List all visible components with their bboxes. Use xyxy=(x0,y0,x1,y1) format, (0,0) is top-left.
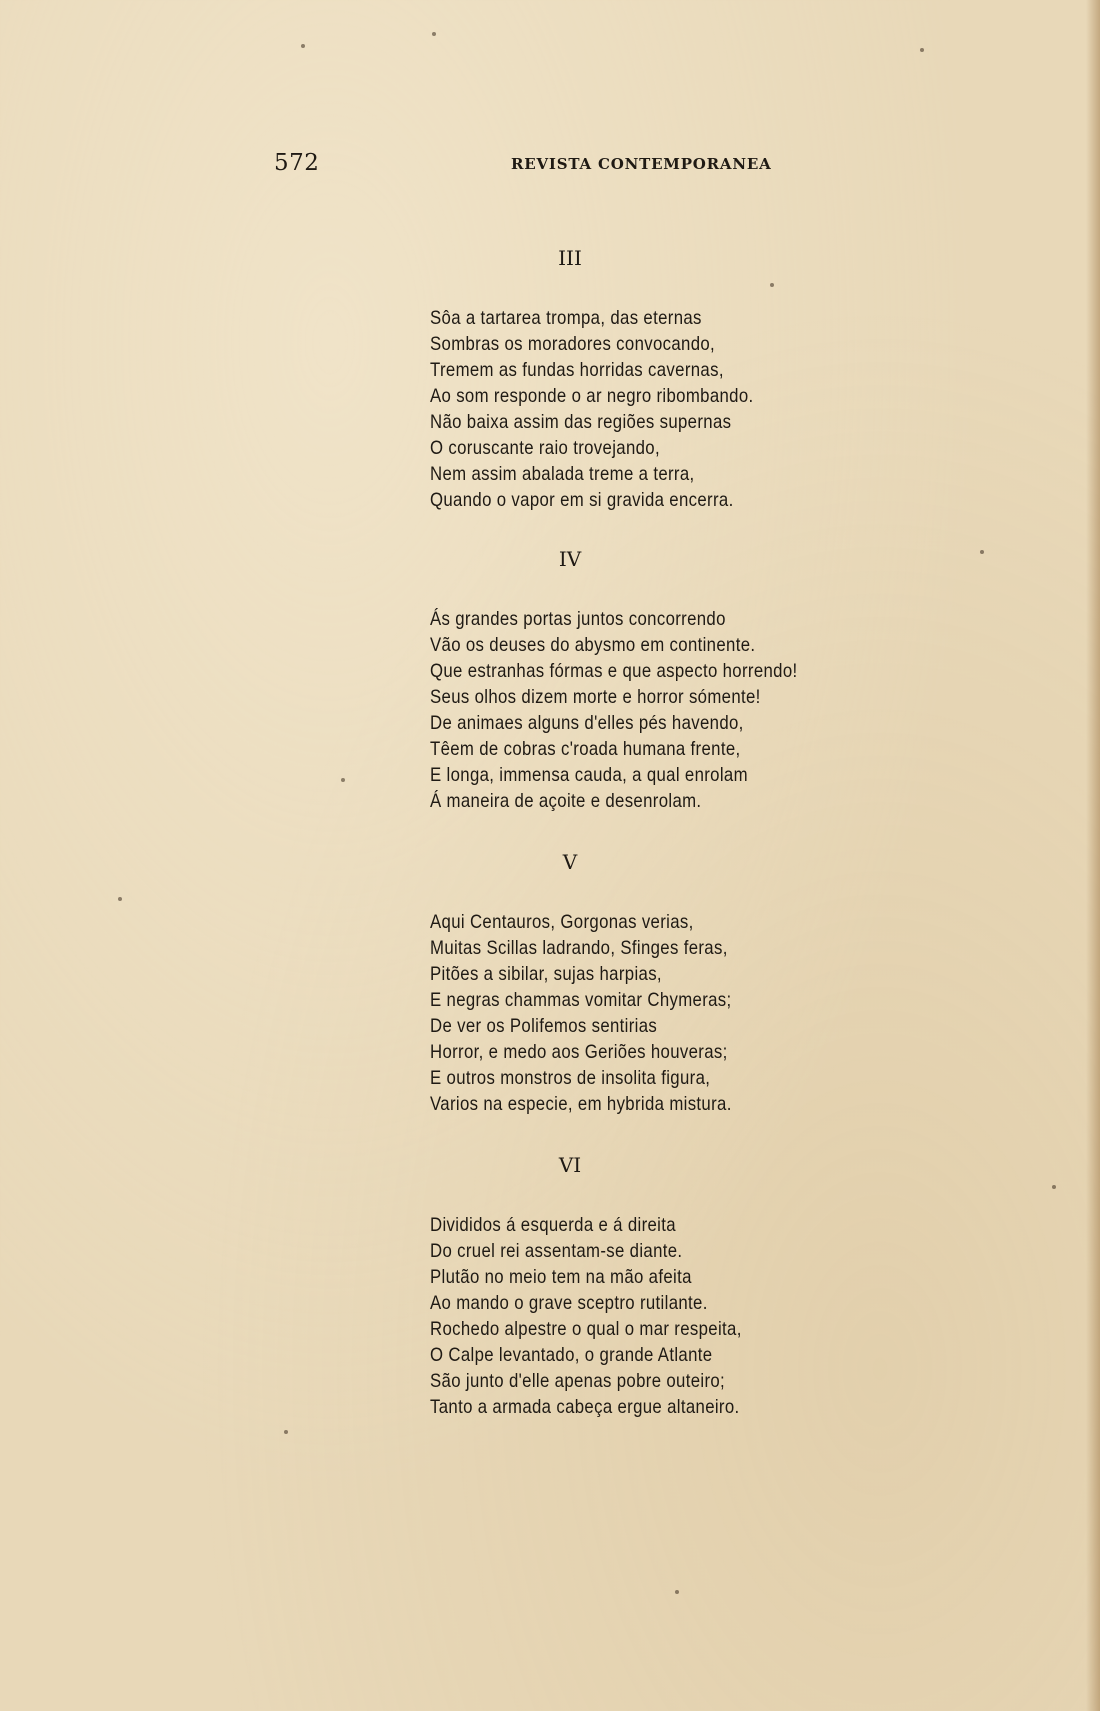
verse-line: E longa, immensa cauda, a qual enrolam xyxy=(430,764,748,786)
verse-line: Que estranhas fórmas e que aspecto horrendo! xyxy=(430,660,798,682)
verse-line: Quando o vapor em si gravida encerra. xyxy=(430,489,734,511)
verse-line: Divididos á esquerda e á direita xyxy=(430,1214,676,1236)
paper-speck xyxy=(301,44,305,48)
verse-line: Á maneira de açoite e desenrolam. xyxy=(430,790,702,812)
stanza xyxy=(430,606,912,814)
verse-line: Sôa a tartarea trompa, das eternas xyxy=(430,307,702,329)
verse-line: Rochedo alpestre o qual o mar respeita, xyxy=(430,1318,742,1340)
verse-line: Plutão no meio tem na mão afeita xyxy=(430,1266,692,1288)
verse-line: E negras chammas vomitar Chymeras; xyxy=(430,989,732,1011)
verse-line: De ver os Polifemos sentirias xyxy=(430,1015,658,1037)
verse-line: Muitas Scillas ladrando, Sfinges feras, xyxy=(430,937,728,959)
verse-line: Horror, e medo aos Geriões houveras; xyxy=(430,1041,728,1063)
verse-line: Ao som responde o ar negro ribombando. xyxy=(430,385,754,407)
page-header xyxy=(0,150,1100,180)
verse-line: O coruscante raio trovejando, xyxy=(430,437,660,459)
paper-speck xyxy=(341,778,345,782)
verse-line: Varios na especie, em hybrida mistura. xyxy=(430,1093,732,1115)
stanza-number: III xyxy=(558,246,582,270)
paper-speck xyxy=(432,32,436,36)
verse-line: Vão os deuses do abysmo em continente. xyxy=(430,634,756,656)
verse-line: Aqui Centauros, Gorgonas verias, xyxy=(430,911,694,933)
stanza xyxy=(430,909,912,1117)
verse-line: Do cruel rei assentam-se diante. xyxy=(430,1240,683,1262)
paper-speck xyxy=(770,283,774,287)
paper-speck xyxy=(118,897,122,901)
stanza-number: V xyxy=(562,850,578,874)
verse-line: De animaes alguns d'elles pés havendo, xyxy=(430,712,744,734)
verse-line: Sombras os moradores convocando, xyxy=(430,333,716,355)
verse-line: Têem de cobras c'roada humana frente, xyxy=(430,738,741,760)
running-title: REVISTA CONTEMPORANEA xyxy=(511,155,772,173)
verse-line: Nem assim abalada treme a terra, xyxy=(430,463,695,485)
page-number: 572 xyxy=(274,150,320,176)
verse-line: Tremem as fundas horridas cavernas, xyxy=(430,359,724,381)
verse-line: Não baixa assim das regiões supernas xyxy=(430,411,732,433)
verse-line: O Calpe levantado, o grande Atlante xyxy=(430,1344,713,1366)
stanza xyxy=(430,1212,912,1420)
verse-line: Pitões a sibilar, sujas harpias, xyxy=(430,963,662,985)
paper-speck xyxy=(284,1430,288,1434)
paper-speck xyxy=(675,1590,679,1594)
verse-line: Ao mando o grave sceptro rutilante. xyxy=(430,1292,708,1314)
verse-line: Ás grandes portas juntos concorrendo xyxy=(430,608,726,630)
stanza xyxy=(430,305,912,513)
stanza-number: VI xyxy=(558,1153,582,1177)
stanza-number: IV xyxy=(558,547,582,571)
paper-speck xyxy=(1052,1185,1056,1189)
verse-line: São junto d'elle apenas pobre outeiro; xyxy=(430,1370,726,1392)
verse-line: Seus olhos dizem morte e horror sómente! xyxy=(430,686,761,708)
paper-speck xyxy=(920,48,924,52)
verse-line: E outros monstros de insolita figura, xyxy=(430,1067,711,1089)
verse-line: Tanto a armada cabeça ergue altaneiro. xyxy=(430,1396,740,1418)
